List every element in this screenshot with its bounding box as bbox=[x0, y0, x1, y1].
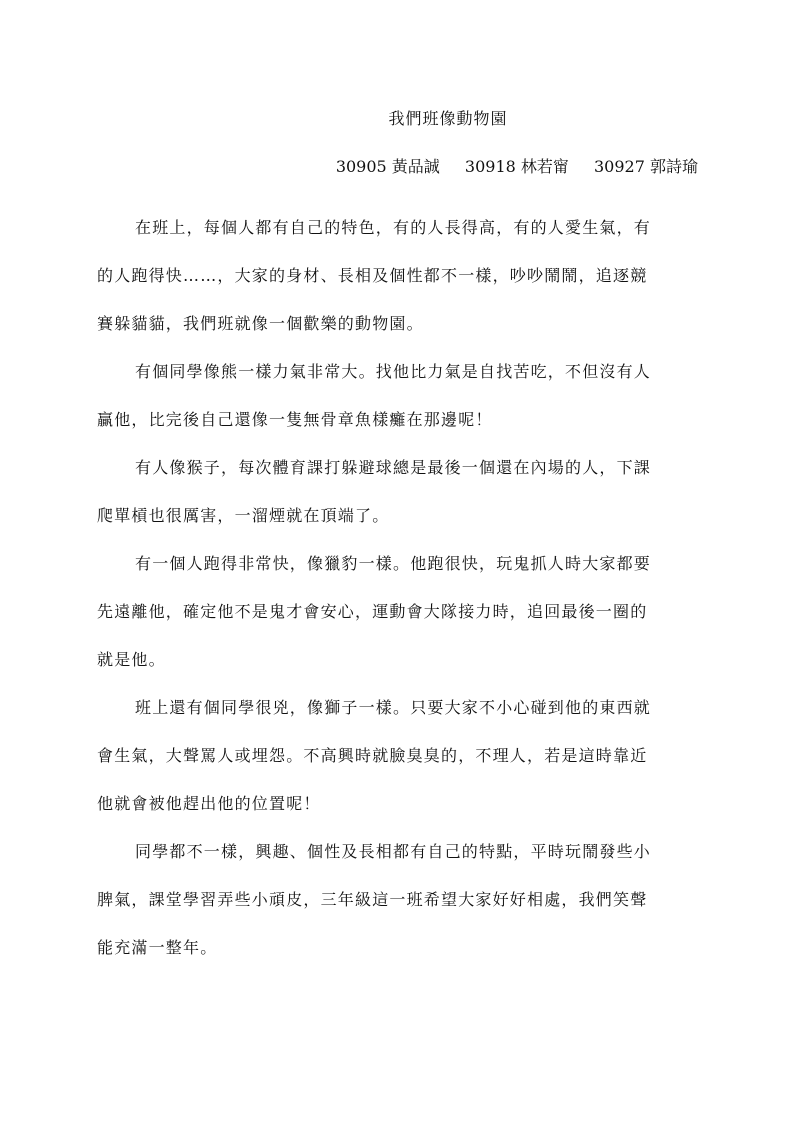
paragraph-line: 就是他。 bbox=[97, 650, 166, 669]
paragraph-line: 同學都不一樣，興趣、個性及長相都有自己的特點，平時玩鬧發些小 bbox=[135, 842, 652, 861]
paragraph-line: 的人跑得快……，大家的身材、長相及個性都不一樣，吵吵鬧鬧，追逐競 bbox=[97, 266, 648, 285]
paragraph-line: 他就會被他趕出他的位置呢！ bbox=[97, 794, 321, 813]
paragraph-cheetah bbox=[97, 540, 697, 684]
paragraph-intro bbox=[97, 204, 697, 348]
paragraph-lion bbox=[97, 684, 697, 828]
paragraph-line: 會生氣，大聲罵人或埋怨。不高興時就臉臭臭的，不理人，若是這時靠近 bbox=[97, 746, 648, 765]
paragraph-line: 爬單槓也很厲害，一溜煙就在頂端了。 bbox=[97, 506, 390, 525]
paragraph-line: 有一個人跑得非常快，像獵豹一樣。他跑很快，玩鬼抓人時大家都要 bbox=[135, 554, 652, 573]
author-list bbox=[336, 157, 698, 177]
paragraph-bear bbox=[97, 348, 697, 444]
paragraph-line: 賽躲貓貓，我們班就像一個歡樂的動物園。 bbox=[97, 314, 424, 333]
document-title: 我們班像動物園 bbox=[388, 109, 508, 128]
article-body bbox=[97, 204, 697, 972]
author-1: 30905 黃品誠 bbox=[335, 157, 440, 176]
paragraph-conclusion bbox=[97, 828, 697, 972]
paragraph-line: 班上還有個同學很兇，像獅子一樣。只要大家不小心碰到他的東西就 bbox=[135, 698, 652, 717]
paragraph-line: 脾氣，課堂學習弄些小頑皮，三年級這一班希望大家好好相處，我們笑聲 bbox=[97, 890, 648, 909]
paragraph-line: 在班上，每個人都有自己的特色，有的人長得高，有的人愛生氣，有 bbox=[135, 218, 652, 237]
paragraph-line: 贏他，比完後自己還像一隻無骨章魚樣癱在那邊呢！ bbox=[97, 410, 493, 429]
paragraph-line: 有人像猴子，每次體育課打躲避球總是最後一個還在內場的人，下課 bbox=[135, 458, 652, 477]
paragraph-line: 有個同學像熊一樣力氣非常大。找他比力氣是自找苦吃，不但沒有人 bbox=[135, 362, 652, 381]
paragraph-monkey bbox=[97, 444, 697, 540]
author-3: 30927 郭詩瑜 bbox=[594, 157, 698, 176]
paragraph-line: 能充滿一整年。 bbox=[97, 938, 218, 957]
author-2: 30918 林若甯 bbox=[464, 157, 569, 176]
paragraph-line: 先遠離他，確定他不是鬼才會安心，運動會大隊接力時，追回最後一圈的 bbox=[97, 602, 648, 621]
